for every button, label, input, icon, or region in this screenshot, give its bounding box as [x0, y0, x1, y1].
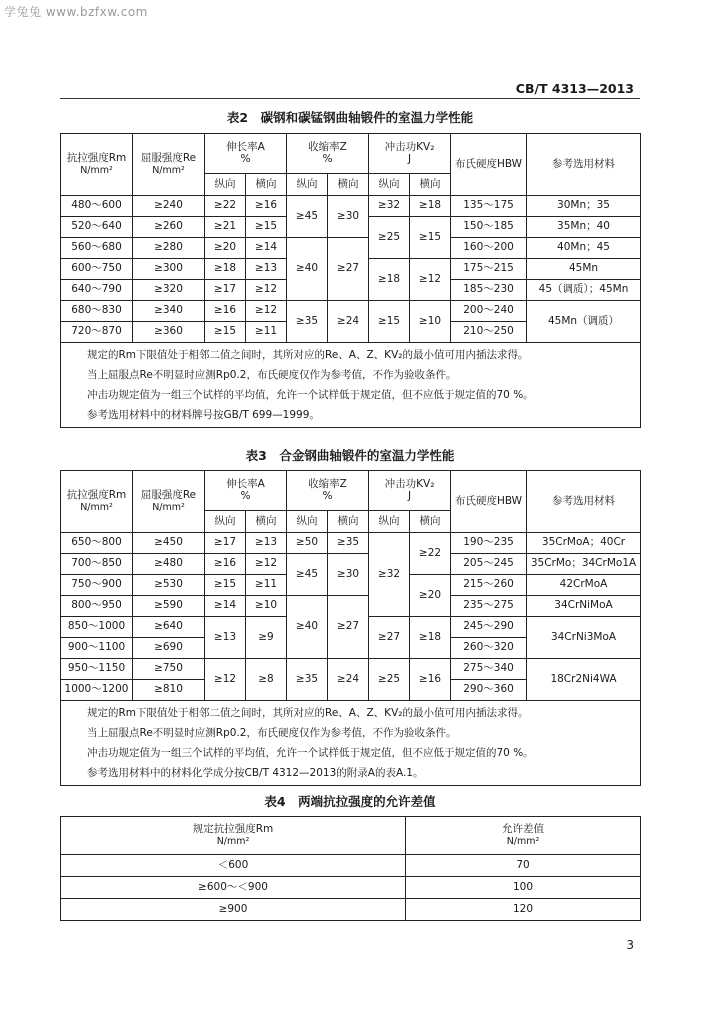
table-cell: ≥15 — [205, 322, 246, 343]
table-cell: ≥18 — [205, 259, 246, 280]
table-cell: ≥13 — [246, 533, 287, 554]
table-cell: 160～200 — [451, 238, 527, 259]
table-cell: 720～870 — [61, 322, 133, 343]
table-cell: ≥320 — [133, 280, 205, 301]
note-line: 当上屈服点Re不明显时应测Rp0.2，布氏硬度仅作为参考值，不作为验收条件。 — [87, 369, 457, 381]
table-cell: ≥15 — [369, 301, 410, 343]
table-cell: ≥24 — [328, 659, 369, 701]
table-cell: ≥12 — [246, 280, 287, 301]
table4-header-row — [61, 817, 641, 855]
note-line: 冲击功规定值为一组三个试样的平均值，允许一个试样低于规定值，但不应低于规定值的70 %。 — [87, 389, 534, 401]
table-cell: 45（调质）；45Mn — [527, 280, 641, 301]
table-cell: ＜600 — [61, 855, 406, 877]
table-cell: ≥530 — [133, 575, 205, 596]
table-cell: ≥12 — [246, 301, 287, 322]
table2-caption: 表2 碳钢和碳锰钢曲轴锻件的室温力学性能 — [226, 110, 474, 125]
table-row — [61, 877, 641, 899]
table-row — [61, 301, 641, 322]
table-cell: 34CrNi3MoA — [527, 617, 641, 659]
table-cell: 950～1150 — [61, 659, 133, 680]
table-cell: ≥10 — [246, 596, 287, 617]
table4-caption: 表4 两端抗拉强度的允许差值 — [264, 794, 436, 809]
table-cell: ≥240 — [133, 196, 205, 217]
table-cell: ≥30 — [328, 554, 369, 596]
table-cell: 185～230 — [451, 280, 527, 301]
table-cell: ≥280 — [133, 238, 205, 259]
table3-hardness-header: 布氏硬度HBW — [451, 471, 527, 533]
table-cell: ≥40 — [287, 238, 328, 301]
table3-impact-header: 冲击功KV₂ J — [369, 471, 451, 511]
table-cell: ≥810 — [133, 680, 205, 701]
table-cell: 850～1000 — [61, 617, 133, 638]
table-cell: ≥21 — [205, 217, 246, 238]
table-cell: 45Mn（调质） — [527, 301, 641, 343]
table2-elong-header: 伸长率A % — [205, 134, 287, 174]
table-cell: ≥17 — [205, 280, 246, 301]
table-cell: 42CrMoA — [527, 575, 641, 596]
table-cell: 45Mn — [527, 259, 641, 280]
table-cell: ≥24 — [328, 301, 369, 343]
table-cell: 600～750 — [61, 259, 133, 280]
table-cell: 680～830 — [61, 301, 133, 322]
table-cell: ≥16 — [205, 301, 246, 322]
table4-right-header: 允许差值 N/mm² — [406, 817, 641, 855]
table-cell: 650～800 — [61, 533, 133, 554]
table-cell: ≥640 — [133, 617, 205, 638]
table-cell: 150～185 — [451, 217, 527, 238]
table-cell: ≥20 — [205, 238, 246, 259]
table-cell: ≥25 — [369, 659, 410, 701]
table3-subheader: 横向 — [328, 511, 369, 533]
table-cell: ≥15 — [205, 575, 246, 596]
note-line: 参考选用材料中的材料牌号按GB/T 699—1999。 — [87, 409, 320, 421]
table-cell: ≥8 — [246, 659, 287, 701]
table3-subheader: 纵向 — [205, 511, 246, 533]
table-cell: ≥27 — [369, 617, 410, 659]
table2-subheader: 纵向 — [287, 174, 328, 196]
table-cell: 215～260 — [451, 575, 527, 596]
table-cell: 245～290 — [451, 617, 527, 638]
note-line: 参考选用材料中的材料化学成分按CB/T 4312—2013的附录A的表A.1。 — [87, 767, 424, 779]
table2-subheader: 横向 — [410, 174, 451, 196]
table-cell: ≥32 — [369, 533, 410, 617]
table3-subheader: 纵向 — [287, 511, 328, 533]
table-cell: 34CrNiMoA — [527, 596, 641, 617]
table3-subheader: 横向 — [246, 511, 287, 533]
table-cell: ≥14 — [205, 596, 246, 617]
table2-hardness-header: 布氏硬度HBW — [451, 134, 527, 196]
table3-subheader: 横向 — [410, 511, 451, 533]
table-row — [61, 659, 641, 680]
table-cell: 35Mn；40 — [527, 217, 641, 238]
table-cell: ≥12 — [410, 259, 451, 301]
table-cell: 900～1100 — [61, 638, 133, 659]
table-cell: ≥45 — [287, 196, 328, 238]
table-cell: ≥9 — [246, 617, 287, 659]
watermark: 学兔兔 www.bzfxw.com — [4, 5, 148, 19]
table3-yield-header: 屈服强度Re N/mm² — [133, 471, 205, 533]
table2-reduct-header: 收缩率Z % — [287, 134, 369, 174]
table-cell: ≥17 — [205, 533, 246, 554]
table-cell: ≥12 — [246, 554, 287, 575]
table-cell: 205～245 — [451, 554, 527, 575]
table-cell: 235～275 — [451, 596, 527, 617]
table-cell: ≥27 — [328, 238, 369, 301]
header-rule — [60, 98, 640, 99]
table3-header-row — [61, 471, 641, 511]
table-cell: 275～340 — [451, 659, 527, 680]
table-row — [61, 554, 641, 575]
table-cell: ≥590 — [133, 596, 205, 617]
table-cell: ≥750 — [133, 659, 205, 680]
page-number: 3 — [626, 938, 634, 952]
table-cell: ≥35 — [287, 659, 328, 701]
table-cell: ≥15 — [410, 217, 451, 259]
table-cell: ≥50 — [287, 533, 328, 554]
table-cell: ≥900 — [61, 899, 406, 921]
table-cell: 750～900 — [61, 575, 133, 596]
table-cell: ≥450 — [133, 533, 205, 554]
table-cell: ≥16 — [246, 196, 287, 217]
table-cell: 290～360 — [451, 680, 527, 701]
table2-impact-header: 冲击功KV₂ J — [369, 134, 451, 174]
table-cell: ≥20 — [410, 575, 451, 617]
table-cell: ≥600～＜900 — [61, 877, 406, 899]
table-cell: ≥11 — [246, 322, 287, 343]
table-cell: ≥480 — [133, 554, 205, 575]
table-cell: 700～850 — [61, 554, 133, 575]
table-cell: 200～240 — [451, 301, 527, 322]
standard-number: CB/T 4313—2013 — [515, 81, 634, 96]
table-cell: 100 — [406, 877, 641, 899]
table-cell: 560～680 — [61, 238, 133, 259]
table2-subheader: 横向 — [328, 174, 369, 196]
table2-material-header: 参考选用材料 — [527, 134, 641, 196]
table2-subheader: 纵向 — [205, 174, 246, 196]
table-cell: 120 — [406, 899, 641, 921]
table-cell: 35CrMo；34CrMo1A — [527, 554, 641, 575]
table2-notes — [61, 343, 641, 428]
table3-subheader: 纵向 — [369, 511, 410, 533]
table-cell: ≥13 — [205, 617, 246, 659]
table-cell: ≥22 — [410, 533, 451, 575]
table-cell: 35CrMoA；40Cr — [527, 533, 641, 554]
table-cell: 210～250 — [451, 322, 527, 343]
table-row — [61, 899, 641, 921]
table-cell: 260～320 — [451, 638, 527, 659]
table-cell: 1000～1200 — [61, 680, 133, 701]
table2-header-row — [61, 134, 641, 174]
table-cell: ≥15 — [246, 217, 287, 238]
table-cell: ≥14 — [246, 238, 287, 259]
table-cell: ≥30 — [328, 196, 369, 238]
table4 — [60, 816, 641, 921]
table-cell: ≥300 — [133, 259, 205, 280]
table3-notes — [61, 701, 641, 786]
table-row — [61, 855, 641, 877]
table-cell: ≥18 — [410, 196, 451, 217]
table-cell: ≥35 — [287, 301, 328, 343]
table3-notes-row — [61, 701, 641, 786]
table2-tensile-header: 抗拉强度Rm N/mm² — [61, 134, 133, 196]
table-cell: ≥10 — [410, 301, 451, 343]
table-cell: ≥260 — [133, 217, 205, 238]
table3-caption: 表3 合金钢曲轴锻件的室温力学性能 — [245, 448, 455, 463]
table-cell: ≥11 — [246, 575, 287, 596]
table-cell: 40Mn；45 — [527, 238, 641, 259]
table-cell: ≥18 — [410, 617, 451, 659]
table4-left-header: 规定抗拉强度Rm N/mm² — [61, 817, 406, 855]
table3 — [60, 470, 641, 786]
table-row — [61, 596, 641, 617]
table2 — [60, 133, 641, 428]
table-cell: ≥45 — [287, 554, 328, 596]
table-cell: ≥18 — [369, 259, 410, 301]
table-cell: ≥22 — [205, 196, 246, 217]
table3-tensile-header: 抗拉强度Rm N/mm² — [61, 471, 133, 533]
table-cell: ≥40 — [287, 596, 328, 659]
table-row — [61, 533, 641, 554]
table-cell: 520～640 — [61, 217, 133, 238]
note-line: 规定的Rm下限值处于相邻二值之间时，其所对应的Re、A、Z、KV₂的最小值可用内插法求得。 — [87, 707, 529, 719]
table-cell: 30Mn；35 — [527, 196, 641, 217]
table-cell: 800～950 — [61, 596, 133, 617]
table-cell: 175～215 — [451, 259, 527, 280]
table2-subheader: 横向 — [246, 174, 287, 196]
table-cell: ≥27 — [328, 596, 369, 659]
table3-material-header: 参考选用材料 — [527, 471, 641, 533]
table-cell: ≥35 — [328, 533, 369, 554]
table3-elong-header: 伸长率A % — [205, 471, 287, 511]
table-cell: ≥16 — [205, 554, 246, 575]
table-cell: ≥16 — [410, 659, 451, 701]
table-cell: 135～175 — [451, 196, 527, 217]
table-cell: ≥13 — [246, 259, 287, 280]
table-cell: 480～600 — [61, 196, 133, 217]
table-cell: ≥25 — [369, 217, 410, 259]
table-cell: ≥340 — [133, 301, 205, 322]
table-cell: 190～235 — [451, 533, 527, 554]
table-row — [61, 238, 641, 259]
table3-reduct-header: 收缩率Z % — [287, 471, 369, 511]
note-line: 当上屈服点Re不明显时应测Rp0.2，布氏硬度仅作为参考值，不作为验收条件。 — [87, 727, 457, 739]
note-line: 规定的Rm下限值处于相邻二值之间时，其所对应的Re、A、Z、KV₂的最小值可用内插法求得。 — [87, 349, 529, 361]
table-cell: 18Cr2Ni4WA — [527, 659, 641, 701]
table-cell: ≥360 — [133, 322, 205, 343]
table2-notes-row — [61, 343, 641, 428]
table-row — [61, 196, 641, 217]
table-cell: 640～790 — [61, 280, 133, 301]
table-cell: ≥12 — [205, 659, 246, 701]
table-cell: ≥32 — [369, 196, 410, 217]
table2-subheader: 纵向 — [369, 174, 410, 196]
table-cell: ≥690 — [133, 638, 205, 659]
table-cell: 70 — [406, 855, 641, 877]
table2-yield-header: 屈服强度Re N/mm² — [133, 134, 205, 196]
note-line: 冲击功规定值为一组三个试样的平均值，允许一个试样低于规定值，但不应低于规定值的70 %。 — [87, 747, 534, 759]
